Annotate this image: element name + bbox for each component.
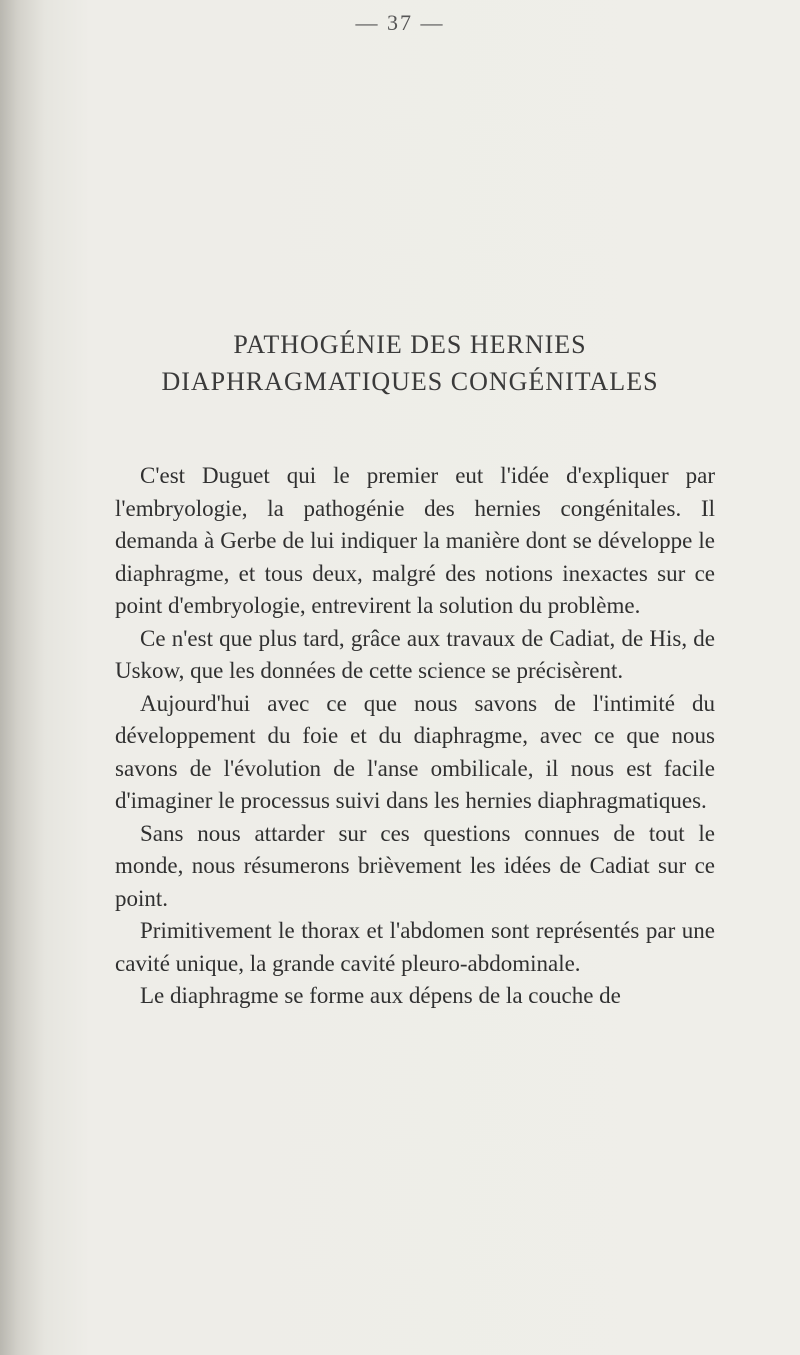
body-text bbox=[115, 460, 715, 1013]
paragraph: Sans nous attarder sur ces questions connues de tout le monde, nous résumerons brièvement les idées de Cadiat sur ce point. bbox=[115, 820, 715, 911]
chapter-title-line-2: DIAPHRAGMATIQUES CONGÉNITALES bbox=[161, 367, 659, 396]
paragraph: Primitivement le thorax et l'abdomen sont représentés par une cavité unique, la grande cavité pleuro-abdominale. bbox=[115, 918, 715, 976]
paragraph: C'est Duguet qui le premier eut l'idée d'expliquer par l'embryologie, la pathogénie des hernies congénitales. Il demanda à Gerbe de lui indiquer la manière dont se développe le diaphragme, et tous deux, malgré des notions inexactes sur ce point d'embryologie, entrevirent la solution du problème. bbox=[115, 463, 715, 618]
paragraph: Le diaphragme se forme aux dépens de la couche de bbox=[140, 983, 621, 1008]
chapter-title-line-1: PATHOGÉNIE DES HERNIES bbox=[233, 330, 587, 359]
page-number: — 37 — bbox=[355, 10, 445, 35]
paragraph: Ce n'est que plus tard, grâce aux travaux de Cadiat, de His, de Uskow, que les données de cette science se précisèrent. bbox=[115, 625, 715, 683]
paragraph: Aujourd'hui avec ce que nous savons de l'intimité du développement du foie et du diaphragme, avec ce que nous savons de l'évolution de l'anse ombilicale, il nous est facile d'imaginer le processus suivi dans les hernies diaphragmatiques. bbox=[115, 690, 715, 813]
